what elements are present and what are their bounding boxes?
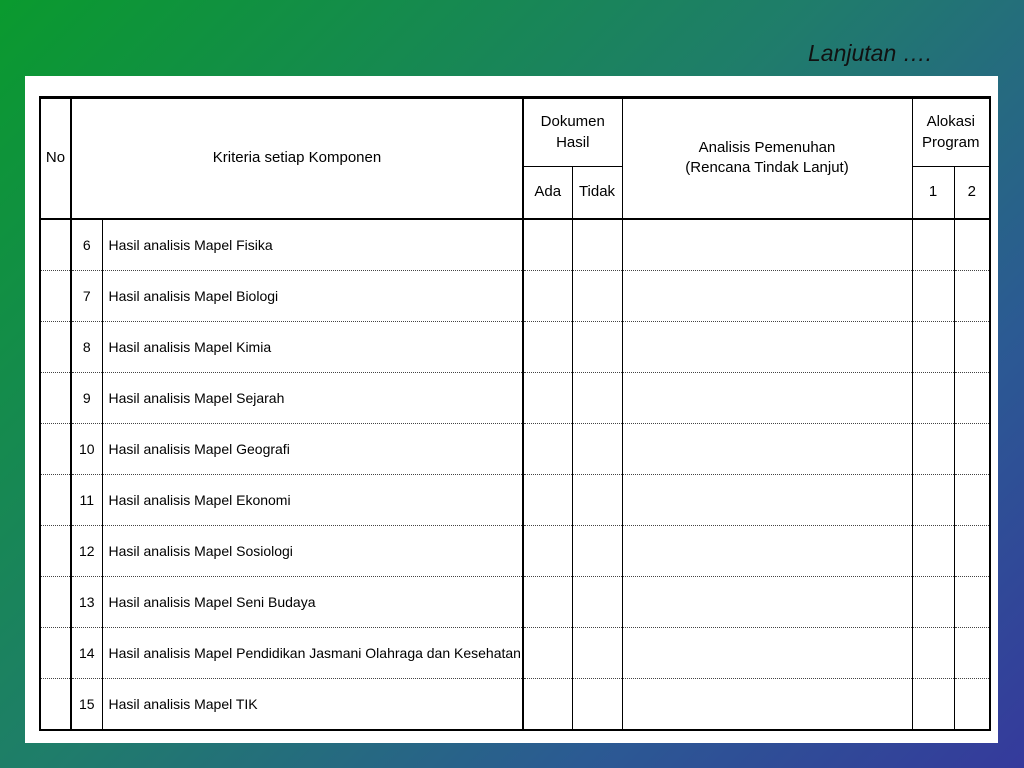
tidak-cell	[572, 678, 622, 730]
header-alokasi-line1: Alokasi	[926, 113, 975, 131]
no-cell	[40, 270, 71, 321]
alokasi-1-cell	[912, 270, 954, 321]
alokasi-1-cell	[912, 627, 954, 678]
analisis-cell	[622, 627, 912, 678]
analisis-cell	[622, 219, 912, 271]
analisis-cell	[622, 525, 912, 576]
alokasi-2-cell	[954, 576, 990, 627]
no-cell	[40, 474, 71, 525]
header-no: No	[40, 98, 71, 219]
no-cell	[40, 627, 71, 678]
alokasi-1-cell	[912, 525, 954, 576]
header-alokasi-2: 2	[954, 167, 990, 219]
ada-cell	[523, 372, 572, 423]
alokasi-1-cell	[912, 423, 954, 474]
criterion-text: Hasil analisis Mapel Geografi	[102, 423, 523, 474]
analisis-cell	[622, 321, 912, 372]
alokasi-2-cell	[954, 321, 990, 372]
no-cell	[40, 678, 71, 730]
header-alokasi-line2: Program	[921, 133, 980, 151]
no-cell	[40, 576, 71, 627]
criterion-text: Hasil analisis Mapel Ekonomi	[102, 474, 523, 525]
header-alokasi-1: 1	[912, 167, 954, 219]
table-row	[40, 219, 990, 271]
analisis-cell	[622, 474, 912, 525]
tidak-cell	[572, 627, 622, 678]
alokasi-2-cell	[954, 219, 990, 271]
analisis-cell	[622, 270, 912, 321]
tidak-cell	[572, 270, 622, 321]
row-number: 9	[71, 372, 102, 423]
alokasi-1-cell	[912, 678, 954, 730]
ada-cell	[523, 474, 572, 525]
criteria-table	[39, 96, 991, 731]
table-row	[40, 270, 990, 321]
tidak-cell	[572, 321, 622, 372]
criterion-text: Hasil analisis Mapel Pendidikan Jasmani Olahraga dan Kesehatan	[102, 627, 523, 678]
analisis-cell	[622, 678, 912, 730]
criterion-text: Hasil analisis Mapel TIK	[102, 678, 523, 730]
criterion-text: Hasil analisis Mapel Sejarah	[102, 372, 523, 423]
ada-cell	[523, 525, 572, 576]
ada-cell	[523, 423, 572, 474]
row-number: 13	[71, 576, 102, 627]
header-kriteria: Kriteria setiap Komponen	[71, 98, 523, 219]
ada-cell	[523, 219, 572, 271]
tidak-cell	[572, 219, 622, 271]
alokasi-1-cell	[912, 219, 954, 271]
alokasi-2-cell	[954, 423, 990, 474]
header-ada: Ada	[523, 167, 572, 219]
tidak-cell	[572, 576, 622, 627]
header-alokasi	[912, 98, 990, 167]
ada-cell	[523, 678, 572, 730]
tidak-cell	[572, 423, 622, 474]
criterion-text: Hasil analisis Mapel Sosiologi	[102, 525, 523, 576]
table-row	[40, 576, 990, 627]
table-row	[40, 474, 990, 525]
alokasi-2-cell	[954, 270, 990, 321]
row-number: 12	[71, 525, 102, 576]
row-number: 15	[71, 678, 102, 730]
table-row	[40, 423, 990, 474]
no-cell	[40, 321, 71, 372]
no-cell	[40, 525, 71, 576]
tidak-cell	[572, 525, 622, 576]
ada-cell	[523, 627, 572, 678]
alokasi-1-cell	[912, 321, 954, 372]
row-number: 11	[71, 474, 102, 525]
tidak-cell	[572, 372, 622, 423]
table-panel	[25, 76, 998, 743]
table-row	[40, 372, 990, 423]
ada-cell	[523, 576, 572, 627]
table-row	[40, 525, 990, 576]
alokasi-2-cell	[954, 372, 990, 423]
row-number: 7	[71, 270, 102, 321]
alokasi-1-cell	[912, 576, 954, 627]
criterion-text: Hasil analisis Mapel Biologi	[102, 270, 523, 321]
header-tidak: Tidak	[572, 167, 622, 219]
criterion-text: Hasil analisis Mapel Kimia	[102, 321, 523, 372]
alokasi-2-cell	[954, 525, 990, 576]
analisis-cell	[622, 423, 912, 474]
no-cell	[40, 423, 71, 474]
row-number: 6	[71, 219, 102, 271]
alokasi-2-cell	[954, 678, 990, 730]
alokasi-2-cell	[954, 627, 990, 678]
no-cell	[40, 372, 71, 423]
row-number: 8	[71, 321, 102, 372]
table-row	[40, 321, 990, 372]
row-number: 14	[71, 627, 102, 678]
ada-cell	[523, 270, 572, 321]
slide-caption: Lanjutan ….	[808, 40, 933, 66]
no-cell	[40, 219, 71, 271]
table-row	[40, 627, 990, 678]
analisis-cell	[622, 372, 912, 423]
ada-cell	[523, 321, 572, 372]
criterion-text: Hasil analisis Mapel Seni Budaya	[102, 576, 523, 627]
header-analisis	[622, 98, 912, 219]
criterion-text: Hasil analisis Mapel Fisika	[102, 219, 523, 271]
tidak-cell	[572, 474, 622, 525]
alokasi-1-cell	[912, 474, 954, 525]
alokasi-2-cell	[954, 474, 990, 525]
row-number: 10	[71, 423, 102, 474]
header-analisis-line2: (Rencana Tindak Lanjut)	[685, 159, 849, 177]
header-analisis-line1: Analisis Pemenuhan	[698, 139, 836, 156]
analisis-cell	[622, 576, 912, 627]
header-dokumen-hasil: Dokumen Hasil	[523, 98, 622, 167]
table-row	[40, 678, 990, 730]
alokasi-1-cell	[912, 372, 954, 423]
